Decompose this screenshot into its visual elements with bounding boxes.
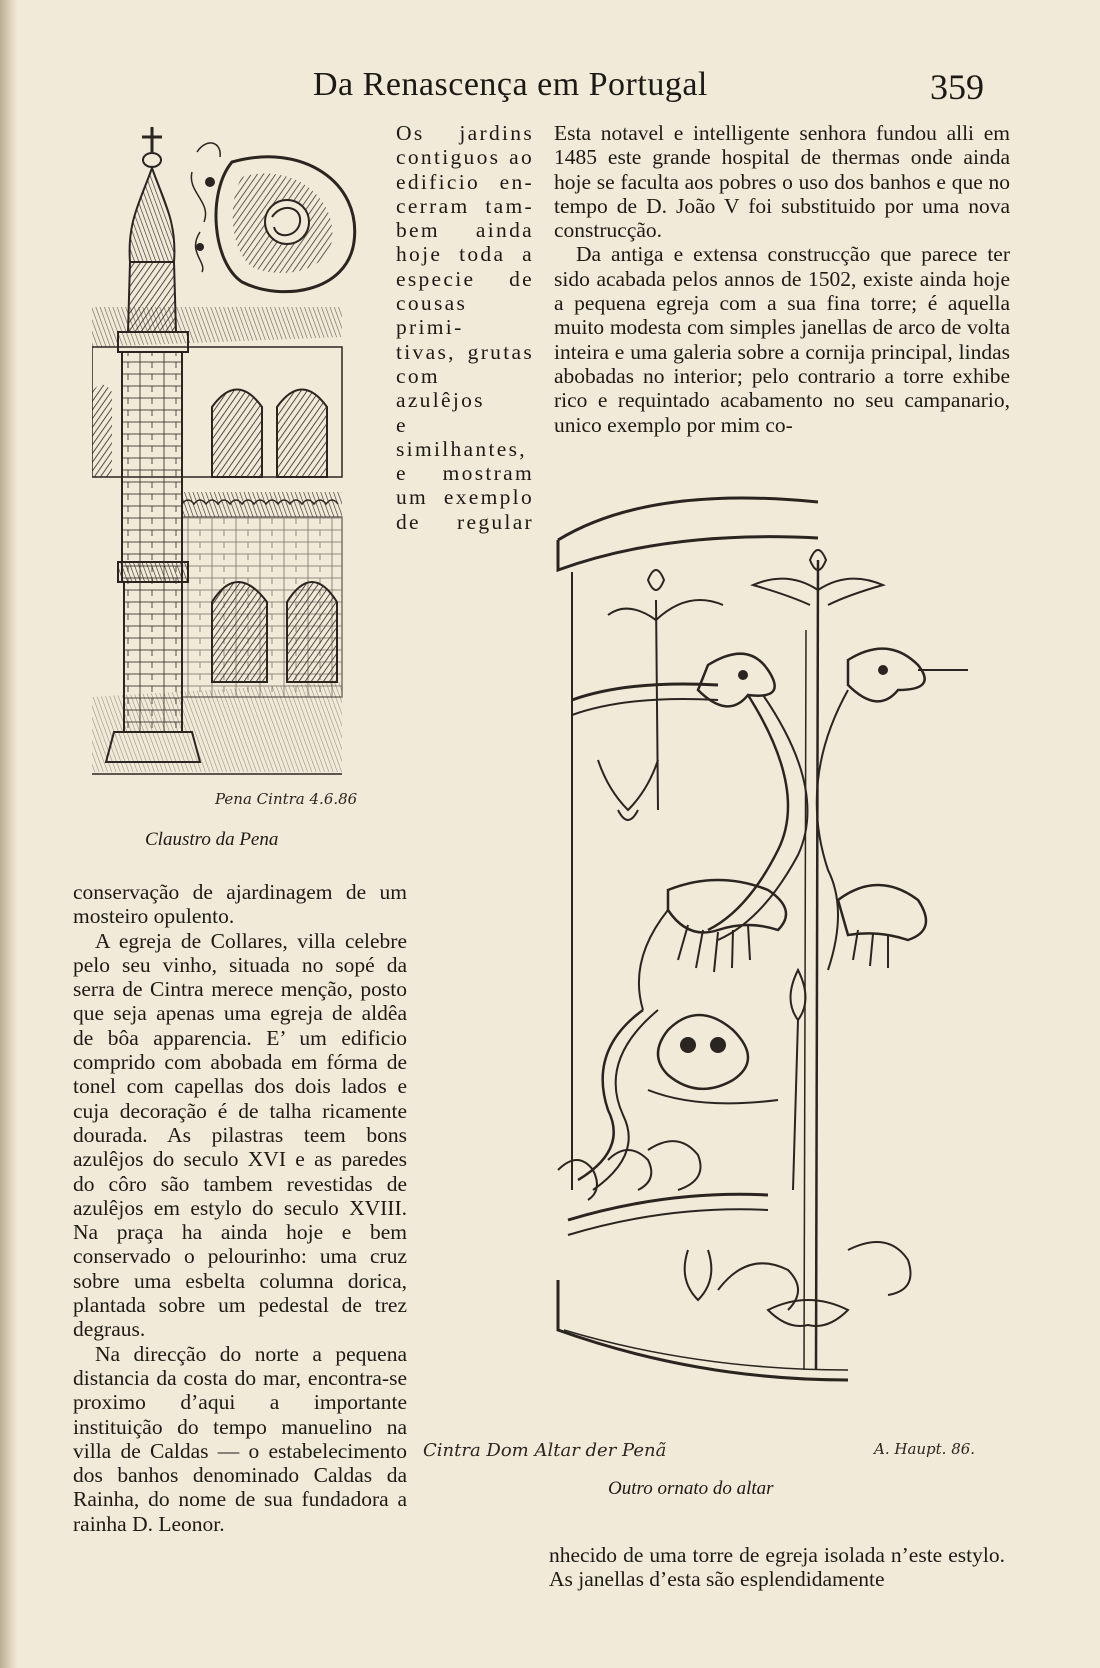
text-line: Os jardins	[396, 121, 534, 145]
text-line: especie de	[396, 266, 534, 291]
altar-caption: Outro ornato do altar	[608, 1478, 774, 1499]
page-number: 359	[930, 67, 984, 107]
paragraph-continuation: conservação de ajardinagem de um mosteiro opulento.	[73, 880, 407, 929]
text-line: contiguos ao	[396, 145, 534, 170]
altar-inscription: Cintra Dom Altar der Penã	[423, 1440, 667, 1461]
dropcap-side-text	[396, 121, 534, 534]
paragraph-construccao: Da antiga e extensa construcção que parece ter sido acabada pelos annos de 1502, existe ainda hoje a pequena egreja com a sua fina torre; é aquella muito modesta com simples janellas de arco de volta inteira e uma galeria sobre a cornija principal, lindas abobadas no interior; pelo contrario a torre exhibe rico e requintado acabamento no seu campanario, unico exemplo por mim co-	[554, 242, 1010, 437]
text-line: hoje toda a	[396, 242, 534, 267]
paragraph-caldas: Na direcção do norte a pequena distancia da costa do mar, encontra-se proximo d’aqui a importante instituição do tempo manuelino na villa de Caldas — o estabelecimento dos banhos denominado Caldas da Rainha, do nome de sua fundadora a rainha D. Leonor.	[73, 1341, 407, 1536]
text-line: um exemplo	[396, 485, 534, 510]
cloister-signature: Pena Cintra 4.6.86	[215, 790, 358, 808]
paragraph-thermas: Esta notavel e intelligente senhora fundou alli em 1485 este grande hospital de thermas onde ainda hoje se faculta aos pobres o uso dos banhos e que no tempo de D. João V foi substituido por uma nova construcção.	[554, 121, 1010, 243]
right-column-bottom	[549, 1543, 1005, 1592]
decorated-initial-o	[191, 143, 354, 292]
text-line: bem ainda	[396, 218, 534, 243]
text-line: de regular	[396, 509, 534, 534]
text-line: cousas primi-	[396, 291, 468, 340]
paragraph-collares: A egreja de Collares, villa celebre pelo seu vinho, situada no sopé da serra de Cintra merece menção, posto que seja apenas uma egreja de aldêa de bôa apparencia. E’ um edificio comprido com abobada em fórma de tonel com capellas dos dois lados e cuja decoração é de talha ricamente dourada. As pilastras teem bons azulêjos do seculo XVI e as paredes do côro são tambem revestidas de azulêjos em estylo do seculo XVIII. Na praça ha ainda hoje e bem conservado o pelourinho: uma cruz sobre uma esbelta columna dorica, plantada sobre um pedestal de trez degraus.	[73, 928, 407, 1342]
left-column-body	[73, 880, 407, 1536]
right-column-top	[554, 121, 1010, 437]
text-line: e mostram	[396, 461, 534, 486]
lower-arcade	[182, 517, 342, 697]
page-gutter	[0, 0, 18, 1668]
altar-ornament-illustration	[548, 490, 1008, 1430]
text-line: cerram tam-	[396, 193, 534, 218]
cloister-illustration	[92, 122, 364, 822]
text-line: edificio en-	[396, 169, 534, 194]
altar-signature: A. Haupt. 86.	[874, 1440, 976, 1458]
paragraph-torre-continuation: nhecido de uma torre de egreja isolada n’este estylo. As janellas d’esta são esplendidamente	[549, 1543, 1005, 1592]
text-line: tivas, grutas	[396, 339, 534, 364]
text-line: e similhantes,	[396, 412, 527, 461]
running-title: Da Renascença em Portugal	[313, 66, 708, 103]
cloister-caption: Claustro da Pena	[145, 829, 279, 850]
text-line: com azulêjos	[396, 363, 485, 413]
